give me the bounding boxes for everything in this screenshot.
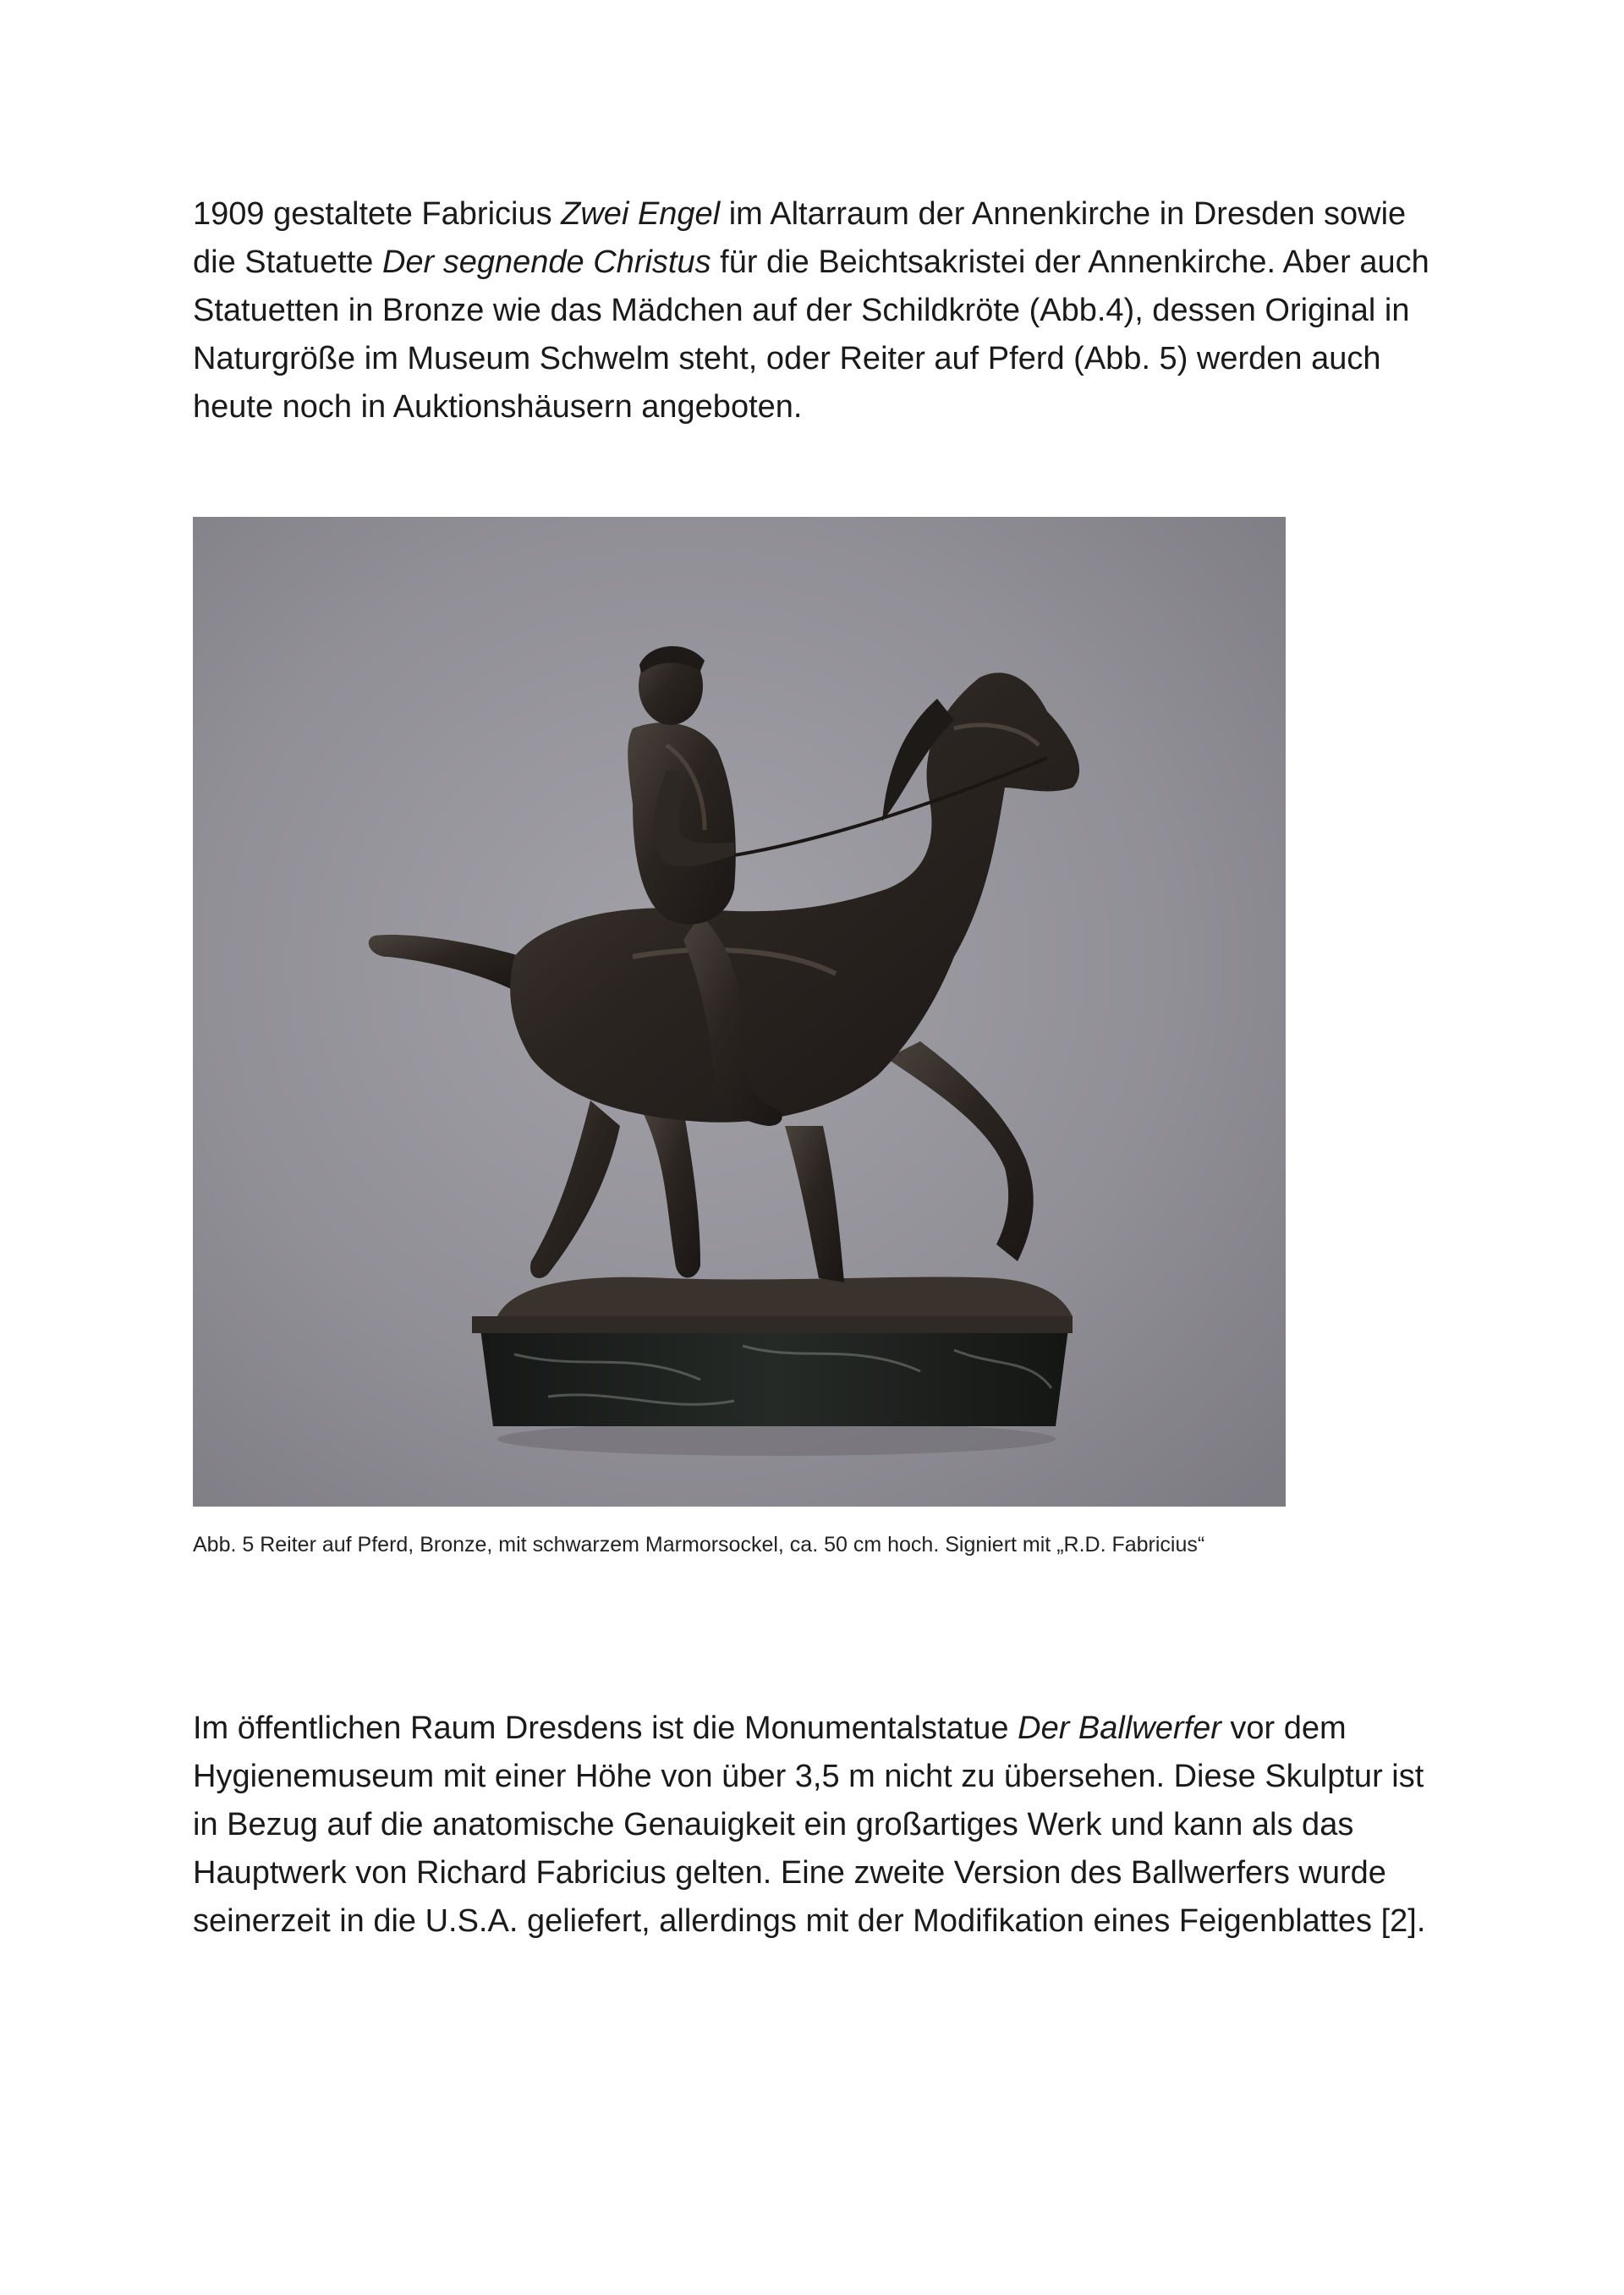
rider-on-horse-image [193,517,1286,1507]
artwork-title: Der Ballwerfer [1018,1710,1221,1746]
artwork-title: Der segnende Christus [381,244,711,280]
figure-caption: Abb. 5 Reiter auf Pferd, Bronze, mit schwarzem Marmorsockel, ca. 50 cm hoch. Signiert mit „R.D. Fabricius“ [193,1533,1205,1557]
paragraph-ballwerfer [193,1705,1445,1946]
paragraph-text: 1909 gestaltete Fabricius [193,196,562,232]
paragraph-text: vor dem Hygienemuseum mit einer Höhe von über 3,5 m nicht zu übersehen. Diese Skulptur ist in Bezug auf die anatomische Genauigkeit ein großartiges Werk und kann als das Hauptwerk von Richard Fabricius gelten. Eine zweite Version des Ballwerfers wurde seinerzeit in die U.S.A. geliefert, allerdings mit der Modifikation eines Feigenblattes [2]. [193,1710,1426,1939]
paragraph-text: für die Beichtsakristei der Annenkirche. Aber auch Statuetten in Bronze wie das Mädchen auf der Schildkröte (Abb.4), dessen Original in Naturgröße im Museum Schwelm steht, oder Reiter auf Pferd (Abb. 5) werden auch heute noch in Auktionshäusern angeboten. [193,244,1429,425]
sculpture-photo [193,517,1286,1507]
artwork-title: Zwei Engel [561,196,721,232]
paragraph-text: Im öffentlichen Raum Dresdens ist die Monumentalstatue [193,1710,1018,1746]
paragraph-text: im Altarraum der Annenkirche in Dresden sowie die Statuette [193,196,1407,280]
paragraph-intro [193,190,1445,431]
